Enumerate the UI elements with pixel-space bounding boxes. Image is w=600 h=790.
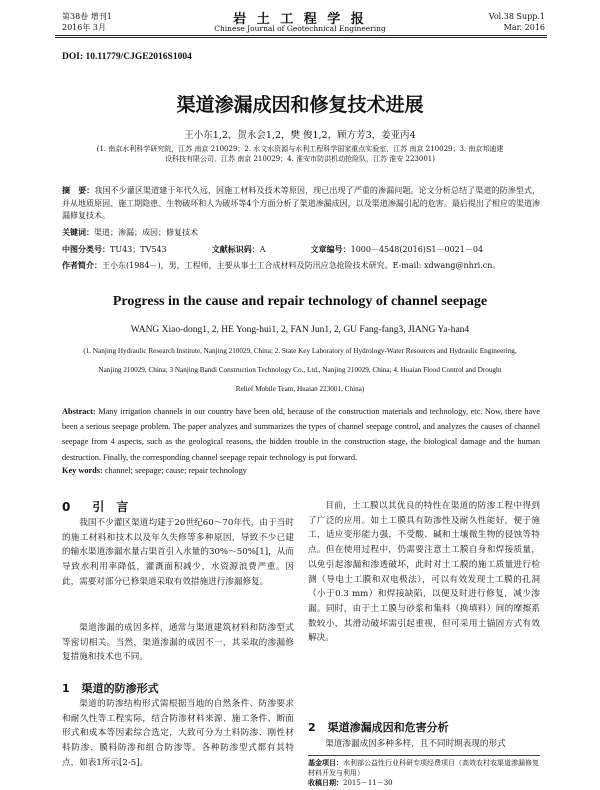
journal-name-cn: 岩 土 工 程 学 报 <box>233 12 367 27</box>
abstract-en-text: Many irrigation channels in our country have been old, because of the construction materials and technology, etc. Now, there have been a serious seepage problem. The paper analyzes and summarizes the types of channel seepage control, and analyzes the causes of channel seepage from 4 aspects, such as the geological reasons, the hidden trouble in the construction stage, the biological damage and the human destruction. Finally, the corresponding channel seepage repair technology is put forward. <box>62 407 540 462</box>
title-cn: 渠道渗漏成因和修复技术进展 <box>176 94 424 116</box>
section-1-title: 渠道的防渗形式 <box>81 682 159 695</box>
footnote-received <box>308 778 393 788</box>
article-no-label: 文章编号： <box>310 244 351 254</box>
abstract-cn <box>62 184 540 223</box>
header-rule <box>55 35 547 36</box>
section-2-heading <box>308 719 449 735</box>
affiliation-en-line-2: Nanjing 210029, China; 3 Nanjing Bandi Construction Technology Co., Ltd., Nanjing 210029, China; 4. Huaian Flood Control and Drought <box>98 366 502 374</box>
author-bio-label: 作者简介： <box>62 260 102 270</box>
section-2-number: 2 <box>308 721 316 734</box>
section-2-paragraph-1: 渠道渗漏成因多种多样，且不同时期表现的形式 <box>325 739 506 749</box>
abstract-cn-text: 我国不少灌区渠道建于年代久远，因施工材料及技术等原因，现已出现了严重的渗漏问题。论文分析总结了渠道的防渗型式，并从地质原因、施工期隐患、生物破坏和人为破坏等4个方面分析了渠道渗漏成因，以及渠道渗漏引起的危害。最后提出了相应的渠道渗漏修复技术。 <box>62 186 541 220</box>
abstract-cn-label: 摘 要： <box>62 185 95 195</box>
doc-code-label: 文献标识码： <box>211 244 260 254</box>
date-cn: 2016年 3月 <box>62 23 106 32</box>
authors-cn: 王小东1,2，贺永会1,2，樊 俊1,2，顾方芳3，姜亚丙4 <box>184 130 416 141</box>
intro-paragraph-2: 渠道渗漏的成因多样，通常与渠道建筑材料和防渗型式等密切相关。当然，渠道渗漏的成因不一，其采取的渗漏修复措施和技术也不同。 <box>62 623 294 663</box>
footnote-fund <box>308 758 540 778</box>
keywords-en-label: Key words: <box>62 466 103 475</box>
intro-paragraph-1: 我国不少灌区渠道均建于20世纪60～70年代，由于当时的施工材料和技术以及年久失修等多种原因，导致不少已建的输水渠道渗漏水量占渠首引入水量的30%～50%[1]，从而导致水利用率降低，灌溉面积减少，水资源浪费严重。因此，需要对部分已修渠道采取有效措施进行渗漏修复。 <box>62 518 294 587</box>
classification <box>62 243 483 257</box>
received-date: 2015－11－30 <box>343 779 393 787</box>
journal-name-en: Chinese Journal of Geotechnical Engineering <box>214 24 386 33</box>
authors-en: WANG Xiao-dong1, 2, HE Yong-hui1, 2, FAN Jun1, 2, GU Fang-fang3, JIANG Ya-han4 <box>130 325 470 335</box>
volume-cn: 第38卷 增刊1 <box>62 12 112 21</box>
doc-code-value: A <box>259 245 266 254</box>
fund-label: 基金项目： <box>308 758 343 767</box>
date-en: Mar. 2016 <box>503 23 545 32</box>
volume-en: Vol.38 Supp.1 <box>488 12 545 21</box>
affiliation-en-line-1: (1. Nanjing Hydraulic Research Institute, Nanjing 210029, China; 2. State Key Laboratory of Hydrology-Water Resources and Hydraulic Engineering, <box>83 347 517 355</box>
received-label: 收稿日期： <box>308 778 343 787</box>
keywords-en-text: channel; seepage; cause; repair technology <box>102 466 247 475</box>
section-0-number: 0 <box>62 500 71 514</box>
right-paragraph-1: 目前，土工膜以其优良的特性在渠道的防渗工程中得到了广泛的应用。如土工膜具有防渗性及耐久性能好，便于施工，适应变形能力强，不受酸、碱和土壤微生物的侵蚀等特点。但在使用过程中，仍需要注意土工膜自身和焊接质量，以免引起渗漏和渗透破坏，此时对土工膜的施工质量进行检测（导电土工膜和双电极法），可以有效发现土工膜的孔洞（小于0.3 mm）和焊接缺陷，以便及时进行修复，减少渗漏。同时，由于土工膜与砂浆和集料（换填料）间的摩擦系数较小，其滑动破坏需引起重视，但可采用土锚固方式有效解决。 <box>308 501 540 644</box>
keywords-cn <box>62 226 198 240</box>
affiliation-en <box>40 342 560 399</box>
abstract-en-label: Abstract: <box>62 407 96 416</box>
section-1-number: 1 <box>62 682 70 695</box>
keywords-cn-label: 关键词： <box>62 227 94 237</box>
section-2-title: 渠道渗漏成因和危害分析 <box>327 721 449 734</box>
section-1-paragraph-1: 渠道的防渗结构形式需根据当地的自然条件、防渗要求和耐久性等工程实际，结合防渗材料来源、施工条件、断面形式和成本等因素综合选定，大致可分为土料防渗、刚性材料防渗、膜料防渗和组合防渗等。各种防渗型式都有其特点，如表1所示[2-5]。 <box>62 699 294 768</box>
keywords-cn-text: 渠道；渗漏；成因；修复技术 <box>94 228 198 237</box>
author-bio <box>62 259 542 273</box>
title-en: Progress in the cause and repair technology of channel seepage <box>112 294 488 309</box>
header-rule-2 <box>55 37 547 38</box>
abstract-en <box>62 404 540 465</box>
author-bio-text: 王小东(1984－)，男，工程师，主要从事土工合成材料及防汛应急抢险技术研究。E-mail: xdwang@nhri.cn。 <box>102 261 501 270</box>
doi: DOI: 10.11779/CJGE2016S1004 <box>62 52 192 62</box>
section-0-heading <box>62 498 128 515</box>
affiliation-cn: (1. 南京水利科学研究院，江苏 南京 210029；2. 水文水资源与水利工程科学国家重点实验室，江苏 南京 210029；3. 南京邦迪建设科技有限公司，江苏 南京 210029；4. 淮安市防洪机动抢险队，江苏 淮安 223001) <box>96 145 504 163</box>
clc-value: TU43；TV543 <box>110 245 167 254</box>
keywords-en <box>62 466 247 475</box>
fund-text: 水利部公益性行业科研专项经费项目（高效农村农渠道渗漏修复材料开发与利用） <box>308 759 539 777</box>
section-1-heading <box>62 680 159 696</box>
article-no-value: 1000－4548(2016)S1－0021－04 <box>350 245 484 254</box>
affiliation-en-line-3: Relief Mobile Team, Huaian 223001, China) <box>235 385 365 393</box>
footnote-rule <box>308 755 540 756</box>
section-0-title: 引 言 <box>92 500 129 514</box>
clc-label: 中图分类号： <box>62 244 110 254</box>
